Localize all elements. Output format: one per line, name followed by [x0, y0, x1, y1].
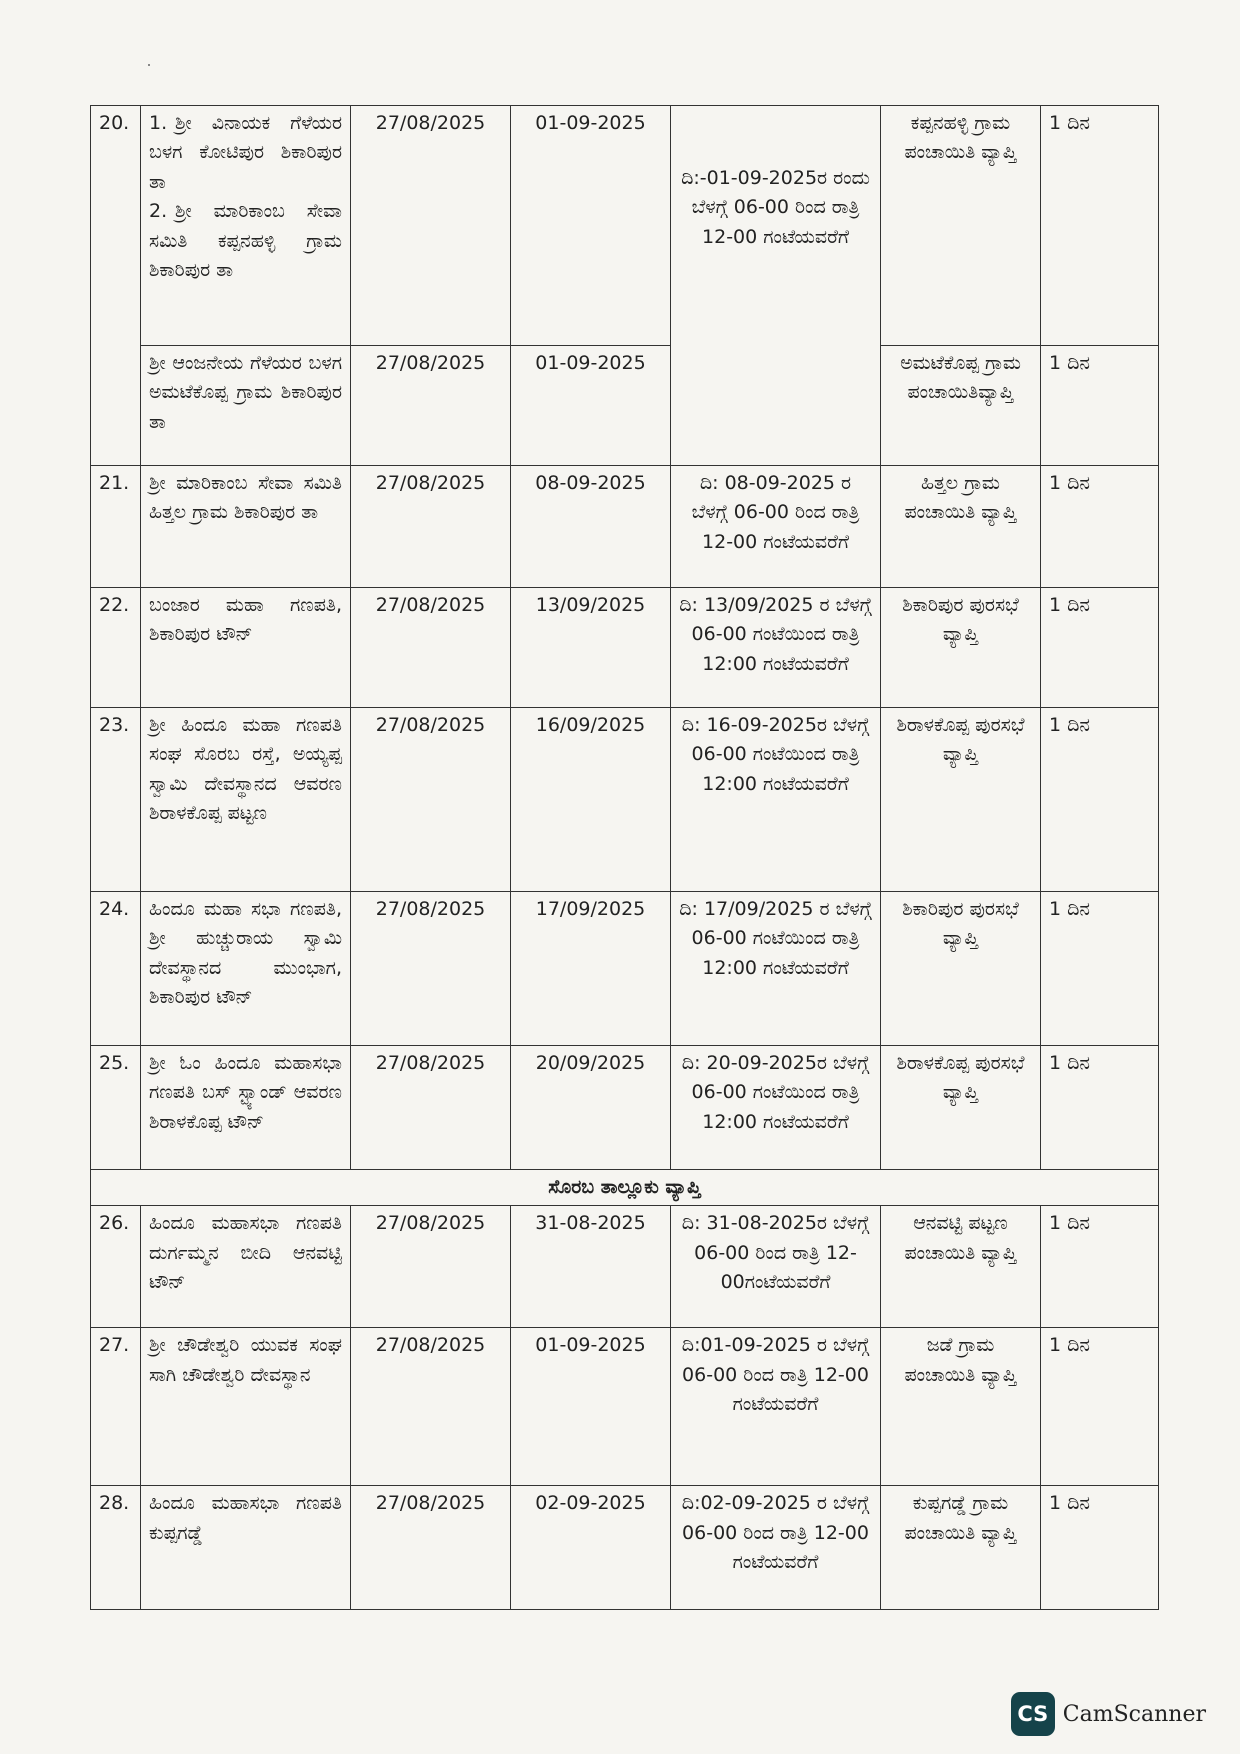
organizer-name: ಶ್ರೀ ಓಂ ಹಿಂದೂ ಮಹಾಸಭಾ ಗಣಪತಿ ಬಸ್ ಸ್ಟ್ಯಾಂಡ್ ಆವರಣ ಶಿರಾಳಕೊಪ್ಪ ಟೌನ್: [141, 1046, 351, 1170]
serial-number: 26.: [91, 1206, 141, 1328]
duration: 1 ದಿನ: [1041, 346, 1159, 466]
duration: 1 ದಿನ: [1041, 588, 1159, 708]
duration: 1 ದಿನ: [1041, 1486, 1159, 1610]
table-row: [91, 1046, 1159, 1170]
event-date: 01-09-2025: [511, 106, 671, 346]
camscanner-watermark: [1011, 1692, 1206, 1736]
permit-date: 27/08/2025: [351, 346, 511, 466]
serial-number: 27.: [91, 1328, 141, 1486]
table-row: [91, 466, 1159, 588]
table-row: [91, 1486, 1159, 1610]
table-row: [91, 1206, 1159, 1328]
organizer-sub-item: 2. ಶ್ರೀ ಮಾರಿಕಾಂಬ ಸೇವಾ ಸಮಿತಿ ಕಪ್ಪನಹಳ್ಳಿ ಗ್ರಾಮ ಶಿಕಾರಿಪುರ ತಾ: [149, 200, 342, 282]
table-row: [91, 588, 1159, 708]
table-row: [91, 1328, 1159, 1486]
organizer-name: ಶ್ರೀ ಆಂಜನೇಯ ಗೆಳೆಯರ ಬಳಗ ಅಮಟೆಕೊಪ್ಪ ಗ್ರಾಮ ಶಿಕಾರಿಪುರ ತಾ: [141, 346, 351, 466]
jurisdiction-area: ಶಿರಾಳಕೊಪ್ಪ ಪುರಸಭೆ ವ್ಯಾಪ್ತಿ: [881, 1046, 1041, 1170]
table-row: [91, 346, 1159, 466]
organizer-name: ಹಿಂದೂ ಮಹಾ ಸಭಾ ಗಣಪತಿ, ಶ್ರೀ ಹುಚ್ಚುರಾಯ ಸ್ವಾಮಿ ದೇವಸ್ಥಾನದ ಮುಂಭಾಗ, ಶಿಕಾರಿಪುರ ಟೌನ್: [141, 892, 351, 1046]
table-row: [91, 708, 1159, 892]
time-window: ದಿ:01-09-2025 ರ ಬೆಳಗ್ಗೆ 06-00 ರಿಂದ ರಾತ್ರಿ 12-00 ಗಂಟೆಯವರೆಗೆ: [671, 1328, 881, 1486]
table-row: [91, 892, 1159, 1046]
scan-speck: [148, 64, 150, 66]
organizer-sub-item: 1. ಶ್ರೀ ವಿನಾಯಕ ಗೆಳೆಯರ ಬಳಗ ಕೋಟಿಪುರ ಶಿಕಾರಿಪುರ ತಾ: [149, 112, 342, 193]
jurisdiction-area: ಜಡೆ ಗ್ರಾಮ ಪಂಚಾಯಿತಿ ವ್ಯಾಪ್ತಿ: [881, 1328, 1041, 1486]
permit-date: 27/08/2025: [351, 1328, 511, 1486]
organizer-name: ಹಿಂದೂ ಮಹಾಸಭಾ ಗಣಪತಿ ಕುಪ್ಪಗಡ್ಡೆ: [141, 1486, 351, 1610]
time-window: ದಿ: 17/09/2025 ರ ಬೆಳಗ್ಗೆ 06-00 ಗಂಟೆಯಿಂದ ರಾತ್ರಿ 12:00 ಗಂಟೆಯವರೆಗೆ: [671, 892, 881, 1046]
time-window: ದಿ:02-09-2025 ರ ಬೆಳಗ್ಗೆ 06-00 ರಿಂದ ರಾತ್ರಿ 12-00 ಗಂಟೆಯವರೆಗೆ: [671, 1486, 881, 1610]
serial-number: 21.: [91, 466, 141, 588]
section-heading: ಸೊರಬ ತಾಲ್ಲೂಕು ವ್ಯಾಪ್ತಿ: [91, 1170, 1159, 1206]
serial-number: 28.: [91, 1486, 141, 1610]
duration: 1 ದಿನ: [1041, 466, 1159, 588]
camscanner-logo-icon: CS: [1011, 1692, 1055, 1736]
event-date: 02-09-2025: [511, 1486, 671, 1610]
permission-table: [90, 105, 1159, 1610]
jurisdiction-area: ಶಿಕಾರಿಪುರ ಪುರಸಭೆ ವ್ಯಾಪ್ತಿ: [881, 892, 1041, 1046]
permit-date: 27/08/2025: [351, 1046, 511, 1170]
event-date: 13/09/2025: [511, 588, 671, 708]
duration: 1 ದಿನ: [1041, 1206, 1159, 1328]
table-row: [91, 106, 1159, 346]
organizer-name: [141, 106, 351, 346]
jurisdiction-area: ಅಮಟೆಕೊಪ್ಪ ಗ್ರಾಮ ಪಂಚಾಯಿತಿವ್ಯಾಪ್ತಿ: [881, 346, 1041, 466]
permit-date: 27/08/2025: [351, 1206, 511, 1328]
organizer-name: ಬಂಜಾರ ಮಹಾ ಗಣಪತಿ, ಶಿಕಾರಿಪುರ ಟೌನ್: [141, 588, 351, 708]
camscanner-label: CamScanner: [1062, 1701, 1206, 1727]
duration: 1 ದಿನ: [1041, 892, 1159, 1046]
jurisdiction-area: ಆನವಟ್ಟಿ ಪಟ್ಟಣ ಪಂಚಾಯಿತಿ ವ್ಯಾಪ್ತಿ: [881, 1206, 1041, 1328]
event-date: 08-09-2025: [511, 466, 671, 588]
jurisdiction-area: ಹಿತ್ತಲ ಗ್ರಾಮ ಪಂಚಾಯಿತಿ ವ್ಯಾಪ್ತಿ: [881, 466, 1041, 588]
organizer-name: ಶ್ರೀ ಚೌಡೇಶ್ವರಿ ಯುವಕ ಸಂಘ ಸಾಗಿ ಚೌಡೇಶ್ವರಿ ದೇವಸ್ಥಾನ: [141, 1328, 351, 1486]
time-window: ದಿ: 31-08-2025ರ ಬೆಳಗ್ಗೆ 06-00 ರಿಂದ ರಾತ್ರಿ 12-00ಗಂಟೆಯವರೆಗೆ: [671, 1206, 881, 1328]
permit-date: 27/08/2025: [351, 892, 511, 1046]
organizer-name: ಶ್ರೀ ಮಾರಿಕಾಂಬ ಸೇವಾ ಸಮಿತಿ ಹಿತ್ತಲ ಗ್ರಾಮ ಶಿಕಾರಿಪುರ ತಾ: [141, 466, 351, 588]
event-date: 31-08-2025: [511, 1206, 671, 1328]
time-window: ದಿ: 16-09-2025ರ ಬೆಳಗ್ಗೆ 06-00 ಗಂಟೆಯಿಂದ ರಾತ್ರಿ 12:00 ಗಂಟೆಯವರೆಗೆ: [671, 708, 881, 892]
permit-date: 27/08/2025: [351, 106, 511, 346]
permit-date: 27/08/2025: [351, 708, 511, 892]
permit-date: 27/08/2025: [351, 1486, 511, 1610]
time-window: ದಿ: 08-09-2025 ರ ಬೆಳಗ್ಗೆ 06-00 ರಿಂದ ರಾತ್ರಿ 12-00 ಗಂಟೆಯವರೆಗೆ: [671, 466, 881, 588]
event-date: 20/09/2025: [511, 1046, 671, 1170]
organizer-name: ಶ್ರೀ ಹಿಂದೂ ಮಹಾ ಗಣಪತಿ ಸಂಘ ಸೊರಬ ರಸ್ತೆ, ಅಯ್ಯಪ್ಪ ಸ್ವಾಮಿ ದೇವಸ್ಥಾನದ ಆವರಣ ಶಿರಾಳಕೊಪ್ಪ ಪಟ್ಟಣ: [141, 708, 351, 892]
time-window: ದಿ:-01-09-2025ರ ರಂದು ಬೆಳಗ್ಗೆ 06-00 ರಿಂದ ರಾತ್ರಿ 12-00 ಗಂಟೆಯವರೆಗೆ: [671, 106, 881, 466]
serial-number: 22.: [91, 588, 141, 708]
event-date: 16/09/2025: [511, 708, 671, 892]
serial-number: 25.: [91, 1046, 141, 1170]
jurisdiction-area: ಕುಪ್ಪಗಡ್ಡೆ ಗ್ರಾಮ ಪಂಚಾಯಿತಿ ವ್ಯಾಪ್ತಿ: [881, 1486, 1041, 1610]
duration: 1 ದಿನ: [1041, 708, 1159, 892]
organizer-name: ಹಿಂದೂ ಮಹಾಸಭಾ ಗಣಪತಿ ದುರ್ಗಮ್ಮನ ಬೀದಿ ಆನವಟ್ಟಿ ಟೌನ್: [141, 1206, 351, 1328]
permit-date: 27/08/2025: [351, 466, 511, 588]
permit-date: 27/08/2025: [351, 588, 511, 708]
time-window: ದಿ: 13/09/2025 ರ ಬೆಳಗ್ಗೆ 06-00 ಗಂಟೆಯಿಂದ ರಾತ್ರಿ 12:00 ಗಂಟೆಯವರೆಗೆ: [671, 588, 881, 708]
duration: 1 ದಿನ: [1041, 106, 1159, 346]
jurisdiction-area: ಶಿಕಾರಿಪುರ ಪುರಸಭೆ ವ್ಯಾಪ್ತಿ: [881, 588, 1041, 708]
serial-number: 23.: [91, 708, 141, 892]
jurisdiction-area: ಶಿರಾಳಕೊಪ್ಪ ಪುರಸಭೆ ವ್ಯಾಪ್ತಿ: [881, 708, 1041, 892]
event-date: 01-09-2025: [511, 346, 671, 466]
serial-number: 24.: [91, 892, 141, 1046]
time-window: ದಿ: 20-09-2025ರ ಬೆಳಗ್ಗೆ 06-00 ಗಂಟೆಯಿಂದ ರಾತ್ರಿ 12:00 ಗಂಟೆಯವರೆಗೆ: [671, 1046, 881, 1170]
serial-number: 20.: [91, 106, 141, 466]
duration: 1 ದಿನ: [1041, 1328, 1159, 1486]
event-date: 01-09-2025: [511, 1328, 671, 1486]
event-date: 17/09/2025: [511, 892, 671, 1046]
jurisdiction-area: ಕಪ್ಪನಹಳ್ಳಿ ಗ್ರಾಮ ಪಂಚಾಯಿತಿ ವ್ಯಾಪ್ತಿ: [881, 106, 1041, 346]
section-heading-row: [91, 1170, 1159, 1206]
duration: 1 ದಿನ: [1041, 1046, 1159, 1170]
